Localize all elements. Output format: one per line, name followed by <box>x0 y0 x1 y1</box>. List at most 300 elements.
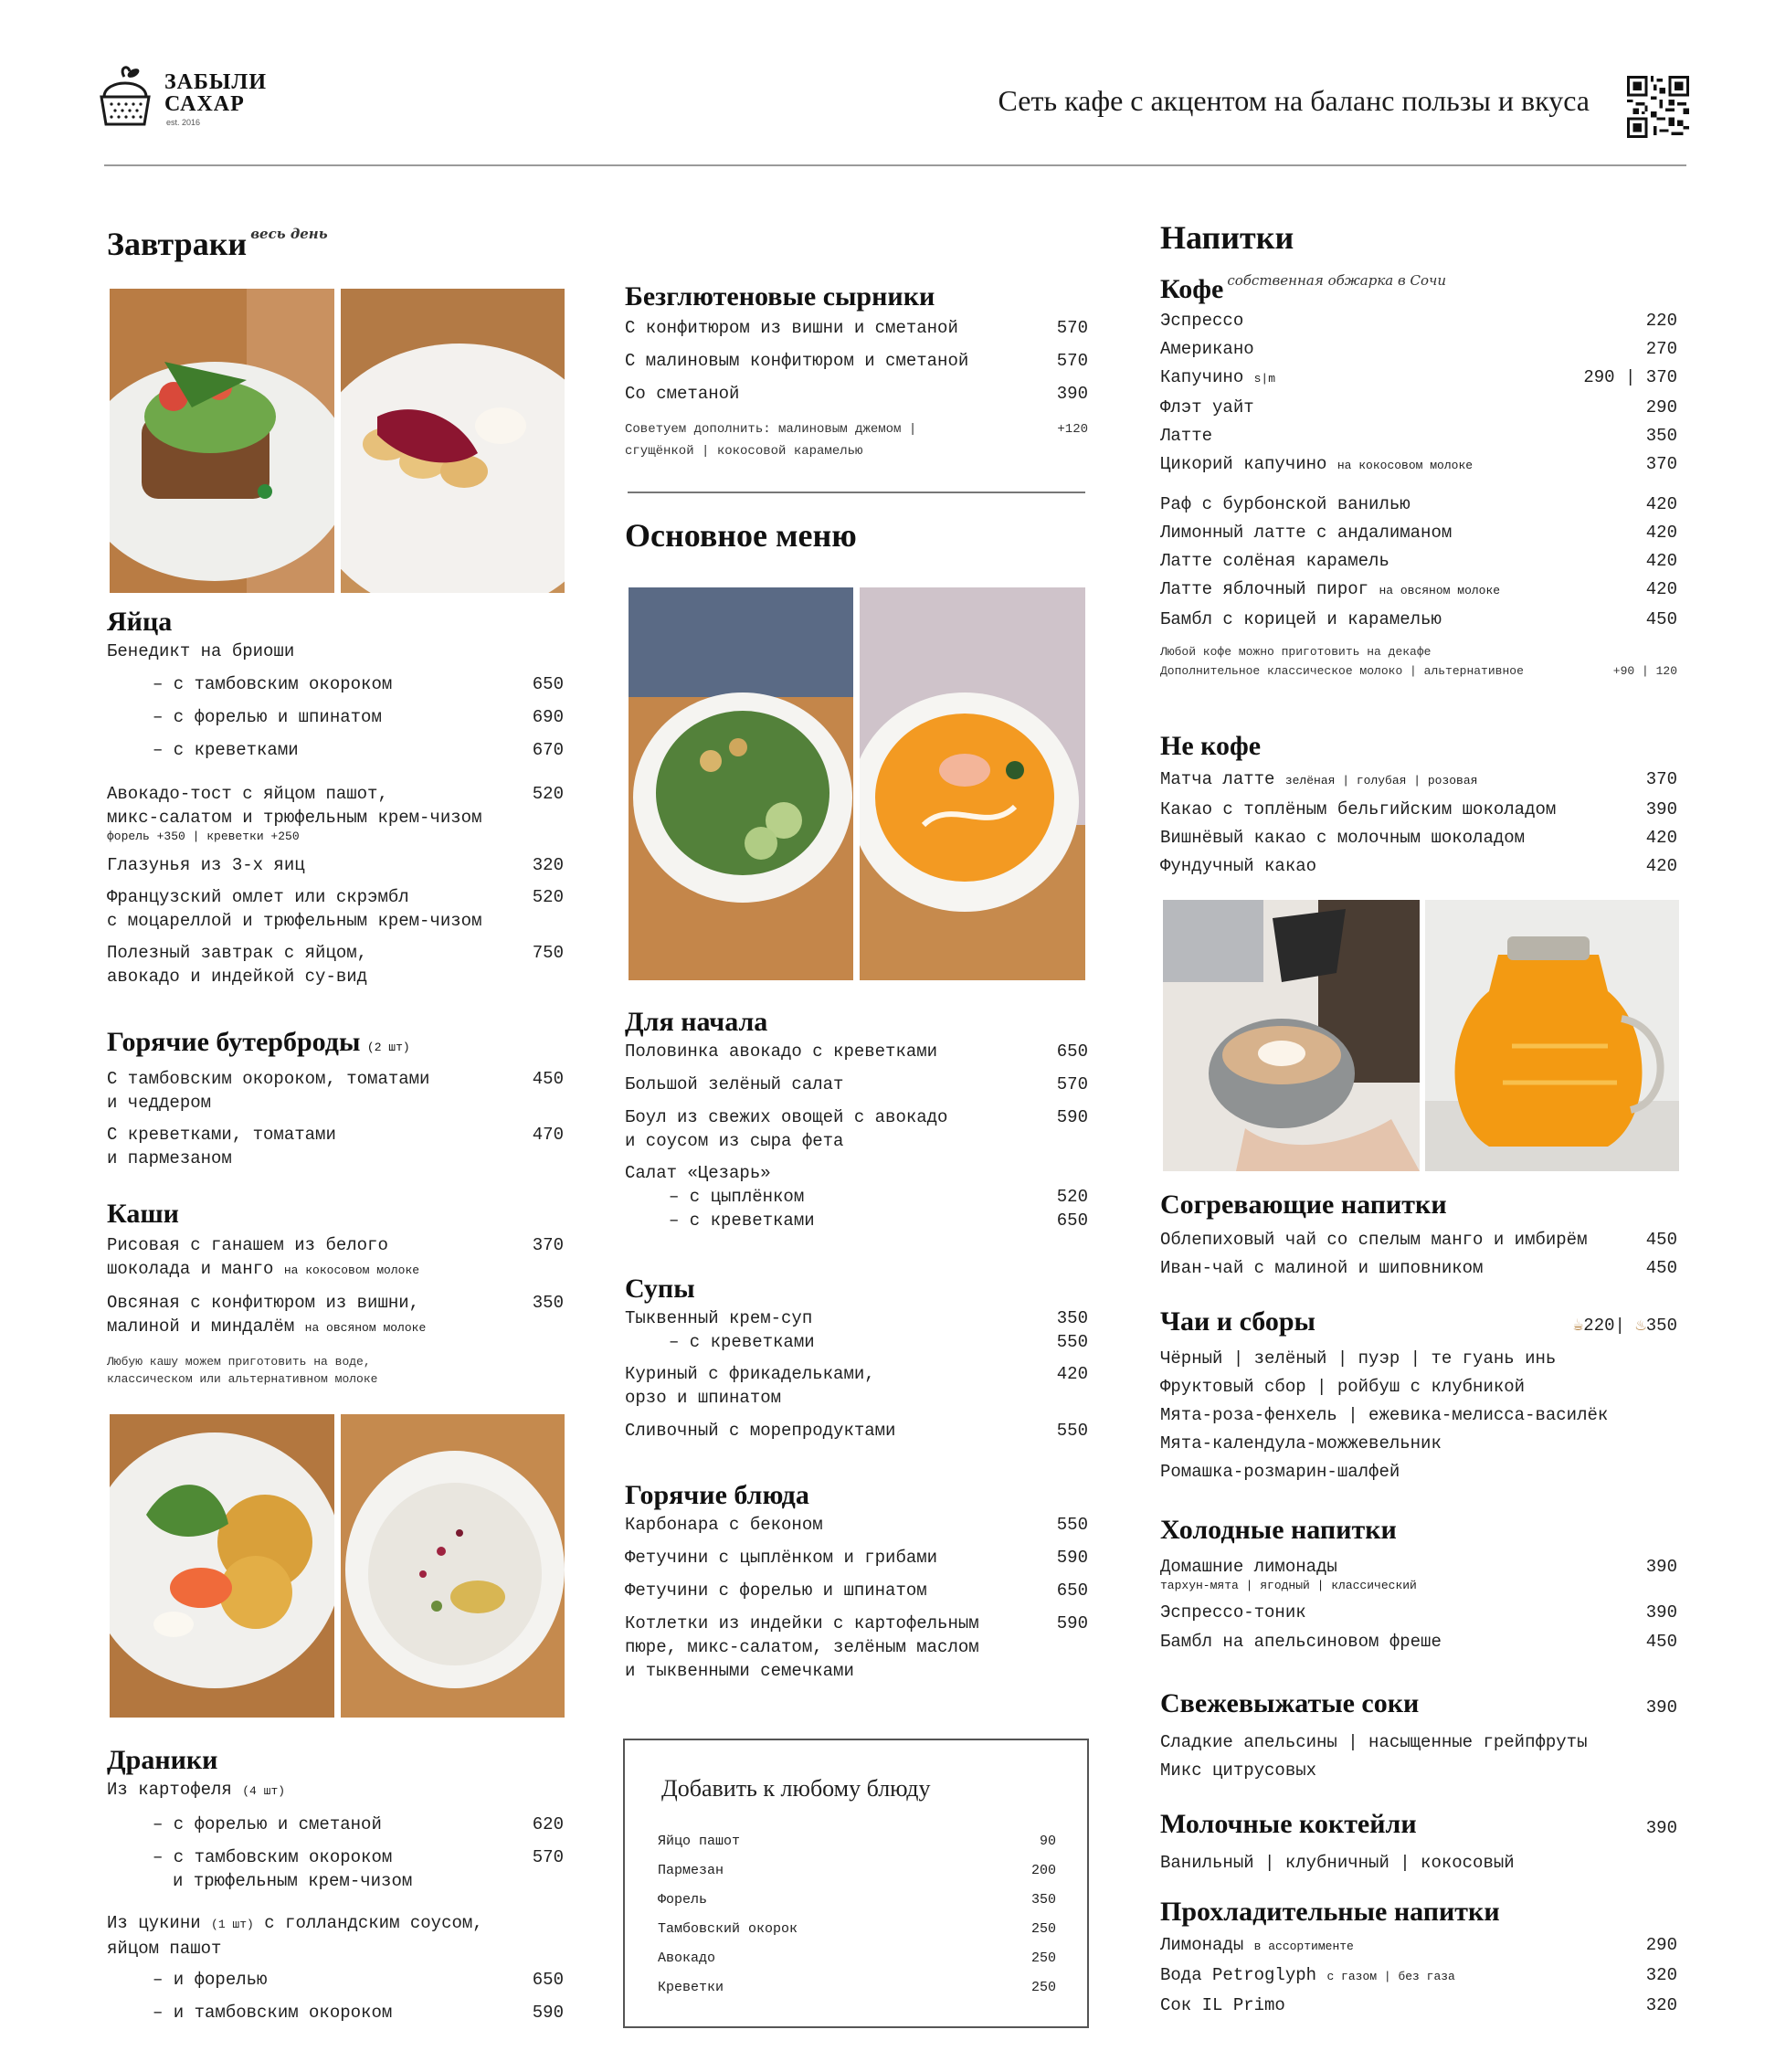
menu-item <box>107 1123 564 1170</box>
item-name: Бамбл с корицей и карамелью <box>1160 609 1442 629</box>
item-line: Латте яблочный пирог <box>1160 579 1369 599</box>
item-price: 550 <box>1056 1421 1088 1441</box>
menu-item <box>1160 1963 1677 1989</box>
not-coffee-section <box>1160 731 1677 878</box>
item-name: – с креветками <box>669 1332 815 1352</box>
item-price: 420 <box>1645 551 1677 571</box>
menu-item <box>658 1973 1056 2003</box>
main-menu-title-block <box>625 517 1088 554</box>
menu-item <box>107 2001 564 2024</box>
item-line: яйцом пашот <box>107 1939 222 1959</box>
item-line: Полезный завтрак с яйцом, <box>107 943 368 963</box>
item-price: 520 <box>532 887 564 907</box>
menu-item <box>107 705 564 729</box>
item-line: шоколада и манго <box>107 1259 274 1279</box>
menu-item <box>1160 1256 1677 1280</box>
item-name: Облепиховый чай со спелым манго и имбирём <box>1160 1230 1588 1250</box>
item-name: Салат «Цезарь» <box>625 1163 771 1183</box>
drinks-section <box>1160 219 1677 681</box>
item-name <box>107 1233 533 1283</box>
item-price: 320 <box>1645 1995 1677 2015</box>
item-name <box>1160 767 1646 793</box>
menu-item <box>107 853 564 877</box>
refreshing-section <box>1160 1897 1677 2017</box>
item-price: 350 <box>1056 1308 1088 1328</box>
item-price: 590 <box>532 2003 564 2023</box>
logo-line-1: ЗАБЫЛИ <box>164 70 267 94</box>
eggs-title: Яйца <box>107 607 173 637</box>
juices-list <box>1160 1728 1677 1785</box>
item-name: Американо <box>1160 339 1254 359</box>
addon-text <box>625 418 1057 462</box>
tea-price-pot: 350 <box>1645 1316 1677 1336</box>
menu-item <box>1160 1228 1677 1252</box>
photo-syrniki <box>341 289 565 593</box>
item-name <box>1160 452 1646 478</box>
menu-item <box>625 1330 1088 1354</box>
item-price: 420 <box>1645 523 1677 543</box>
tea-line: Мята-роза-фенхель | ежевика-мелисса-василёк <box>1160 1405 1609 1425</box>
menu-item <box>107 1778 564 1803</box>
item-price: 520 <box>532 784 564 804</box>
porridge-section <box>107 1199 564 1388</box>
coffee-title <box>1160 265 1677 305</box>
logo <box>99 64 281 137</box>
item-name: Флэт уайт <box>1160 397 1254 418</box>
item-line: Куриный с фрикадельками, <box>625 1364 875 1384</box>
cold-drinks-section <box>1160 1515 1677 1654</box>
item-price: 250 <box>1030 1980 1056 1995</box>
breakfasts-section <box>107 216 564 262</box>
basket-logo-icon <box>99 64 155 130</box>
juices-title: Свежевыжатые соки <box>1160 1688 1420 1718</box>
item-line: авокадо и индейкой су-вид <box>107 967 368 987</box>
item-price: 670 <box>532 740 564 760</box>
item-name: Креветки <box>658 1980 724 1995</box>
item-name: Сливочный с морепродуктами <box>625 1421 896 1441</box>
item-name <box>625 1105 1057 1153</box>
item-line: Вода Petroglyph <box>1160 1965 1317 1985</box>
item-price: 370 <box>532 1235 564 1255</box>
breakfasts-note: весь день <box>250 226 328 242</box>
sandwiches-title-text: Горячие бутерброды <box>107 1027 361 1057</box>
note-line: Любую кашу можем приготовить на воде, <box>107 1355 371 1369</box>
item-name: Со сметаной <box>625 384 740 404</box>
item-line: и чеддером <box>107 1093 212 1113</box>
item-price: 590 <box>1056 1107 1088 1127</box>
item-price: 570 <box>1056 318 1088 338</box>
tea-header <box>1160 1306 1677 1337</box>
drinks-title: Напитки <box>1160 219 1294 256</box>
item-name <box>107 782 533 844</box>
tea-section <box>1160 1306 1677 1486</box>
menu-item <box>107 1968 564 1992</box>
item-price: 420 <box>1645 579 1677 599</box>
photo-draniki <box>110 1414 334 1718</box>
item-name <box>1160 577 1646 603</box>
item-price: 570 <box>1056 1074 1088 1094</box>
item-line: малиной и миндалём <box>107 1316 295 1337</box>
menu-item <box>625 1306 1088 1330</box>
photo-pumpkin-soup <box>860 587 1085 980</box>
item-price: 420 <box>1645 494 1677 514</box>
menu-item <box>1160 309 1677 333</box>
item-price: 250 <box>1030 1950 1056 1966</box>
menu-item <box>1160 424 1677 448</box>
item-line: Рисовая с ганашем из белого <box>107 1235 388 1255</box>
item-name: Глазунья из 3-х яиц <box>107 855 305 875</box>
menu-item <box>1160 549 1677 573</box>
item-price: 290 <box>1645 1935 1677 1955</box>
item-line: Котлетки из индейки с картофельным <box>625 1613 979 1633</box>
item-note: тархун-мята | ягодный | классический <box>1160 1579 1417 1592</box>
item-name: Тамбовский окорок <box>658 1921 798 1937</box>
qr-code-icon[interactable] <box>1627 76 1689 138</box>
item-price: 550 <box>1056 1332 1088 1352</box>
addon-line: сгущёнкой | кокосовой карамелью <box>625 444 863 459</box>
item-name: Вишнёвый какао с молочным шоколадом <box>1160 828 1526 848</box>
menu-item <box>658 1944 1056 1973</box>
breakfasts-title-text: Завтраки <box>107 226 248 262</box>
item-price: 520 <box>1056 1187 1088 1207</box>
menu-item <box>107 1291 564 1340</box>
item-price: 350 <box>532 1293 564 1313</box>
menu-item <box>658 1915 1056 1944</box>
item-line: С креветками, томатами <box>107 1125 336 1145</box>
item-name: Фетучини с форелью и шпинатом <box>625 1580 927 1601</box>
menu-item <box>625 1546 1088 1570</box>
item-name <box>1160 1933 1646 1959</box>
menu-item <box>1160 1933 1677 1959</box>
item-name <box>107 1291 533 1340</box>
item-line: пюре, микс-салатом, зелёным маслом <box>625 1637 979 1657</box>
item-price: 370 <box>1645 769 1677 789</box>
coffee-note: собственная обжарка в Сочи <box>1227 272 1447 289</box>
porridge-title: Каши <box>107 1199 179 1229</box>
menu-item <box>1160 608 1677 631</box>
item-note: на кокосовом молоке <box>1337 459 1474 472</box>
item-name: Карбонара с беконом <box>625 1515 823 1535</box>
item-size: s|m <box>1253 372 1276 386</box>
item-line: с голландским соусом, <box>264 1913 483 1933</box>
item-name <box>1160 1963 1646 1989</box>
item-name: Латте <box>1160 426 1213 446</box>
tea-line: Ромашка-розмарин-шалфей <box>1160 1462 1400 1482</box>
item-name <box>153 1845 533 1893</box>
item-name: – с цыплёнком <box>669 1187 805 1207</box>
menu-item <box>107 1233 564 1283</box>
menu-item <box>625 1612 1088 1683</box>
refreshing-title: Прохладительные напитки <box>1160 1897 1500 1927</box>
item-name: – с форелью и сметаной <box>153 1814 382 1834</box>
item-note: с газом | без газа <box>1326 1970 1455 1983</box>
menu-item <box>625 1073 1088 1096</box>
item-extra: форель +350 | креветки +250 <box>107 830 300 843</box>
menu-item <box>107 885 564 933</box>
item-name: Эспрессо-тоник <box>1160 1602 1306 1623</box>
menu-item <box>1160 798 1677 821</box>
starters-title: Для начала <box>625 1007 768 1037</box>
menu-item <box>625 1185 1088 1209</box>
item-price: 650 <box>532 674 564 694</box>
item-line: Цикорий капучино <box>1160 454 1327 474</box>
menu-item <box>1160 826 1677 850</box>
item-price: 570 <box>532 1847 564 1867</box>
item-name: Фетучини с цыплёнком и грибами <box>625 1548 938 1568</box>
sandwiches-title <box>107 1027 564 1063</box>
item-price: 200 <box>1030 1863 1056 1878</box>
syrniki-section <box>625 281 1088 462</box>
breakfasts-title <box>107 216 564 262</box>
item-name: – и тамбовским окороком <box>153 2003 393 2023</box>
menu-item <box>1160 452 1677 478</box>
item-name: Фундучный какао <box>1160 856 1317 876</box>
porridge-note <box>107 1353 564 1388</box>
milkshakes-title: Молочные коктейли <box>1160 1809 1417 1839</box>
item-price: 590 <box>1056 1548 1088 1568</box>
juices-line: Микс цитрусовых <box>1160 1760 1317 1781</box>
draniki-title: Драники <box>107 1745 218 1775</box>
note-line: Дополнительное классическое молоко | альтернативное <box>1160 664 1524 678</box>
item-name <box>107 1123 533 1170</box>
item-note: зелёная | голубая | розовая <box>1284 774 1478 788</box>
starters-section <box>625 1007 1088 1232</box>
item-name: Бенедикт на бриоши <box>107 641 295 661</box>
item-line: с моцареллой и трюфельным крем-чизом <box>107 911 482 931</box>
item-name <box>107 1778 564 1803</box>
milkshakes-header <box>1160 1809 1677 1840</box>
teapot-icon: ♨ <box>1635 1316 1646 1336</box>
menu-item <box>625 1040 1088 1063</box>
menu-item <box>107 941 564 988</box>
item-price: 690 <box>532 707 564 727</box>
juices-header <box>1160 1688 1677 1719</box>
item-name: Большой зелёный салат <box>625 1074 844 1094</box>
menu-item <box>107 738 564 762</box>
item-line: Овсяная с конфитюром из вишни, <box>107 1293 420 1313</box>
juices-price: 390 <box>1645 1697 1677 1718</box>
item-name: Латте солёная карамель <box>1160 551 1389 571</box>
menu-item <box>658 1856 1056 1886</box>
item-price: 250 <box>1030 1921 1056 1937</box>
item-line: Домашние лимонады <box>1160 1557 1337 1577</box>
menu-item <box>658 1886 1056 1915</box>
item-name: – и форелью <box>153 1970 268 1990</box>
item-price: 420 <box>1645 856 1677 876</box>
item-price: 90 <box>1039 1834 1056 1849</box>
item-name <box>625 1612 1057 1683</box>
item-name: Раф с бурбонской ванилью <box>1160 494 1410 514</box>
item-price: 350 <box>1030 1892 1056 1908</box>
photo-salad-bowl <box>629 587 853 980</box>
cold-drinks-title: Холодные напитки <box>1160 1515 1397 1545</box>
menu-item <box>1160 854 1677 878</box>
item-price: 420 <box>1056 1364 1088 1384</box>
not-coffee-title: Не кофе <box>1160 731 1262 761</box>
item-name: Половинка авокадо с креветками <box>625 1041 938 1062</box>
photo-latte-pour <box>1163 900 1420 1171</box>
item-price: 470 <box>532 1125 564 1145</box>
item-price: 270 <box>1645 339 1677 359</box>
menu-item <box>1160 521 1677 544</box>
item-price: 290 <box>1645 397 1677 418</box>
milkshakes-line: Ванильный | клубничный | кокосовый <box>1160 1853 1515 1873</box>
item-name: Сок IL Primo <box>1160 1995 1285 2015</box>
menu-item <box>1160 1993 1677 2017</box>
item-price: 450 <box>1645 609 1677 629</box>
item-name: Яйцо пашот <box>658 1834 741 1849</box>
item-line: микс-салатом и трюфельным крем-чизом <box>107 808 482 828</box>
item-name: Пармезан <box>658 1863 724 1878</box>
menu-item <box>625 1105 1088 1153</box>
menu-item <box>625 1362 1088 1410</box>
add-box-list <box>658 1827 1056 2003</box>
item-price: 390 <box>1645 1557 1677 1577</box>
menu-item <box>107 1911 564 1961</box>
section-divider <box>628 492 1085 493</box>
tea-price-cup: 220 <box>1583 1316 1615 1336</box>
note-price: +90 | 120 <box>1612 664 1677 678</box>
item-line: Из цукини <box>107 1913 201 1933</box>
item-name: Авокадо <box>658 1950 716 1966</box>
item-name <box>107 941 533 988</box>
item-name <box>625 1362 1057 1410</box>
item-price: 350 <box>1645 426 1677 446</box>
item-line: Боул из свежих овощей с авокадо <box>625 1107 948 1127</box>
item-line: Авокадо-тост с яйцом пашот, <box>107 784 388 804</box>
menu-item <box>625 1161 1088 1185</box>
logo-est: est. 2016 <box>166 118 201 127</box>
photo-avocado-toast <box>110 289 334 593</box>
item-price: 650 <box>1056 1580 1088 1601</box>
item-price: 620 <box>532 1814 564 1834</box>
menu-item <box>625 1209 1088 1232</box>
item-price: 290 | 370 <box>1583 367 1677 387</box>
item-name: Бамбл на апельсиновом фреше <box>1160 1632 1442 1652</box>
item-line: и соусом из сыра фета <box>625 1131 844 1151</box>
tea-list <box>1160 1345 1677 1486</box>
addon-line: Советуем дополнить: малиновым джемом | <box>625 422 917 437</box>
hot-dishes-section <box>625 1480 1088 1683</box>
tea-line: Мята-календула-можжевельник <box>1160 1433 1442 1454</box>
menu-item <box>1160 1630 1677 1654</box>
item-price: 370 <box>1645 454 1677 474</box>
item-line: и трюфельным крем-чизом <box>173 1871 413 1891</box>
item-name: Форель <box>658 1892 708 1908</box>
menu-item <box>625 1513 1088 1537</box>
soups-title: Супы <box>625 1274 695 1304</box>
item-name <box>107 1911 564 1961</box>
menu-item <box>625 1419 1088 1443</box>
item-name <box>107 1067 533 1115</box>
menu-item <box>625 316 1088 340</box>
juices-line: Сладкие апельсины | насыщенные грейпфруты <box>1160 1732 1588 1752</box>
item-name: С малиновым конфитюром и сметаной <box>625 351 969 371</box>
sandwiches-count: (2 шт) <box>366 1041 410 1054</box>
main-menu-title: Основное меню <box>625 517 857 554</box>
menu-item <box>625 382 1088 406</box>
addon-price: +120 <box>1057 422 1088 437</box>
menu-item <box>107 1813 564 1836</box>
juices-section <box>1160 1688 1677 1785</box>
item-note: на кокосовом молоке <box>283 1263 420 1277</box>
warming-section <box>1160 1189 1677 1280</box>
tea-prices: ☕220| ♨350 <box>1572 1316 1677 1336</box>
item-name: – с форелью и шпинатом <box>153 707 382 727</box>
menu-item <box>625 349 1088 373</box>
tagline: Сеть кафе с акцентом на баланс пользы и вкуса <box>998 84 1590 117</box>
menu-item <box>107 640 564 663</box>
menu-item <box>1160 492 1677 516</box>
item-price: 570 <box>1056 351 1088 371</box>
item-line: Лимонады <box>1160 1935 1244 1955</box>
item-price: 590 <box>1056 1613 1088 1633</box>
item-line: С тамбовским окороком, томатами <box>107 1069 430 1089</box>
item-price: 320 <box>1645 1965 1677 1985</box>
item-line: Матча латте <box>1160 769 1275 789</box>
item-name: – с креветками <box>669 1210 815 1231</box>
item-name: – с тамбовским окороком <box>153 674 393 694</box>
item-price: 450 <box>532 1069 564 1089</box>
item-line: Французский омлет или скрэмбл <box>107 887 409 907</box>
note-line: Любой кофе можно приготовить на декафе <box>1160 645 1432 659</box>
item-price: 220 <box>1645 311 1677 331</box>
item-note: в ассортименте <box>1253 1940 1354 1953</box>
item-price: 420 <box>1645 828 1677 848</box>
menu-item <box>625 1579 1088 1602</box>
coffee-note-block <box>1160 642 1677 681</box>
item-name <box>107 885 533 933</box>
item-name: Тыквенный крем-суп <box>625 1308 813 1328</box>
item-note: на овсяном молоке <box>304 1321 427 1335</box>
add-to-dish-box <box>623 1739 1089 2028</box>
tea-line: Чёрный | зелёный | пуэр | те гуань инь <box>1160 1348 1557 1369</box>
coffee-title-text: Кофе <box>1160 274 1224 304</box>
menu-item <box>1160 365 1677 391</box>
item-note: на овсяном молоке <box>1379 584 1501 597</box>
photo-porridge <box>341 1414 565 1718</box>
menu-item <box>1160 396 1677 419</box>
item-name: – с креветками <box>153 740 299 760</box>
menu-item <box>107 1067 564 1115</box>
menu-item <box>107 672 564 696</box>
warming-title: Согревающие напитки <box>1160 1189 1447 1220</box>
draniki-section <box>107 1745 564 2024</box>
photo-sea-buckthorn-tea <box>1425 900 1679 1171</box>
item-name: Эспрессо <box>1160 311 1244 331</box>
sandwiches-section <box>107 1027 564 1170</box>
item-price: 750 <box>532 943 564 963</box>
item-line: Из картофеля <box>107 1780 232 1800</box>
item-price: 450 <box>1645 1258 1677 1278</box>
item-name: Лимонный латте с андалиманом <box>1160 523 1453 543</box>
item-price: 550 <box>1056 1515 1088 1535</box>
menu-item <box>1160 337 1677 361</box>
syrniki-title: Безглютеновые сырники <box>625 281 935 312</box>
item-name <box>1160 1555 1646 1593</box>
menu-item <box>107 782 564 844</box>
logo-line-2: САХАР <box>164 92 245 116</box>
item-price: 390 <box>1645 799 1677 819</box>
logo-wordmark <box>164 71 267 115</box>
item-count: (1 шт) <box>211 1918 254 1931</box>
eggs-section <box>107 607 564 988</box>
tea-title: Чаи и сборы <box>1160 1306 1315 1337</box>
item-name: С конфитюром из вишни и сметаной <box>625 318 958 338</box>
item-line: и тыквенными семечками <box>625 1661 854 1681</box>
item-name: Какао с топлёным бельгийским шоколадом <box>1160 799 1557 819</box>
hot-dishes-title: Горячие блюда <box>625 1480 809 1510</box>
